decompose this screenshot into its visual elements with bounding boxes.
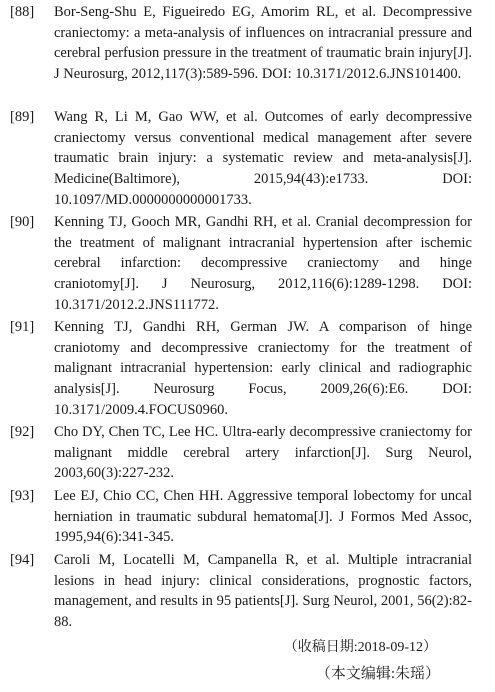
reference-number: [90] xyxy=(10,214,35,230)
reference-text: Kenning TJ, Gooch MR, Gandhi RH, et al. Cranial decompression for the treatment of malignant intracranial hypertension after ischemic cerebral infarction: decompressive craniectomy and hinge craniotomy[J]. J Neurosurg, 2012,116(6):1289-1298. DOI: 10.3171/2012.2.JNS111772. xyxy=(54,214,472,313)
reference-number: [91] xyxy=(10,319,35,335)
reference-text: Cho DY, Chen TC, Lee HC. Ultra-early decompressive craniectomy for malignant middle cerebral artery infarction[J]. Surg Neurol, 2003,60(3):227-232. xyxy=(54,424,472,482)
reference-item xyxy=(10,317,472,422)
reference-text: Bor-Seng-Shu E, Figueiredo EG, Amorim RL, et al. Decompressive craniectomy: a meta-analysis of influences on intracranial pressure and cerebral perfusion pressure in the treatment of traumatic brain injury[J]. J Neurosurg, 2012,117(3):589-596. DOI: 10.3171/2012.6.JNS101400. xyxy=(54,4,472,83)
reference-number: [89] xyxy=(10,109,35,125)
reference-text: Wang R, Li M, Gao WW, et al. Outcomes of early decompressive craniectomy versus conventional medical management after severe traumatic brain injury: a systematic review and meta-analysis[J]. Medicine(Baltimore), 2015,94(43):e1733. DOI: 10.1097/MD.0000000000001733. xyxy=(54,109,472,208)
received-date: （收稿日期:2018-09-12） xyxy=(283,640,437,655)
reference-item xyxy=(10,422,472,486)
reference-item xyxy=(10,486,472,550)
reference-item xyxy=(10,550,472,634)
reference-item xyxy=(10,2,472,107)
reference-number: [92] xyxy=(10,424,35,440)
reference-item xyxy=(10,212,472,317)
reference-text: Caroli M, Locatelli M, Campanella R, et al. Multiple intracranial lesions in head injury: clinical considerations, prognostic factors, management, and results in 95 patients[J]. Surg Neurol, 2001, 56(2):82-88. xyxy=(54,552,472,631)
reference-list xyxy=(10,2,472,634)
reference-item xyxy=(10,107,472,212)
reference-text: Lee EJ, Chio CC, Chen HH. Aggressive temporal lobectomy for uncal herniation in traumatic subdural hematoma[J]. J Formos Med Assoc, 1995,94(6):341-345. xyxy=(54,488,472,546)
reference-number: [94] xyxy=(10,552,35,568)
editor-credit: （本文编辑:朱瑶） xyxy=(315,666,440,682)
reference-text: Kenning TJ, Gandhi RH, German JW. A comparison of hinge craniotomy and decompressive craniectomy for the treatment of malignant intracranial hypertension: early clinical and radiographic analysis[J]. Neurosurg Focus, 2009,26(6):E6. DOI: 10.3171/2009.4.FOCUS0960. xyxy=(54,319,472,418)
reference-number: [88] xyxy=(10,4,35,20)
reference-number: [93] xyxy=(10,488,35,504)
